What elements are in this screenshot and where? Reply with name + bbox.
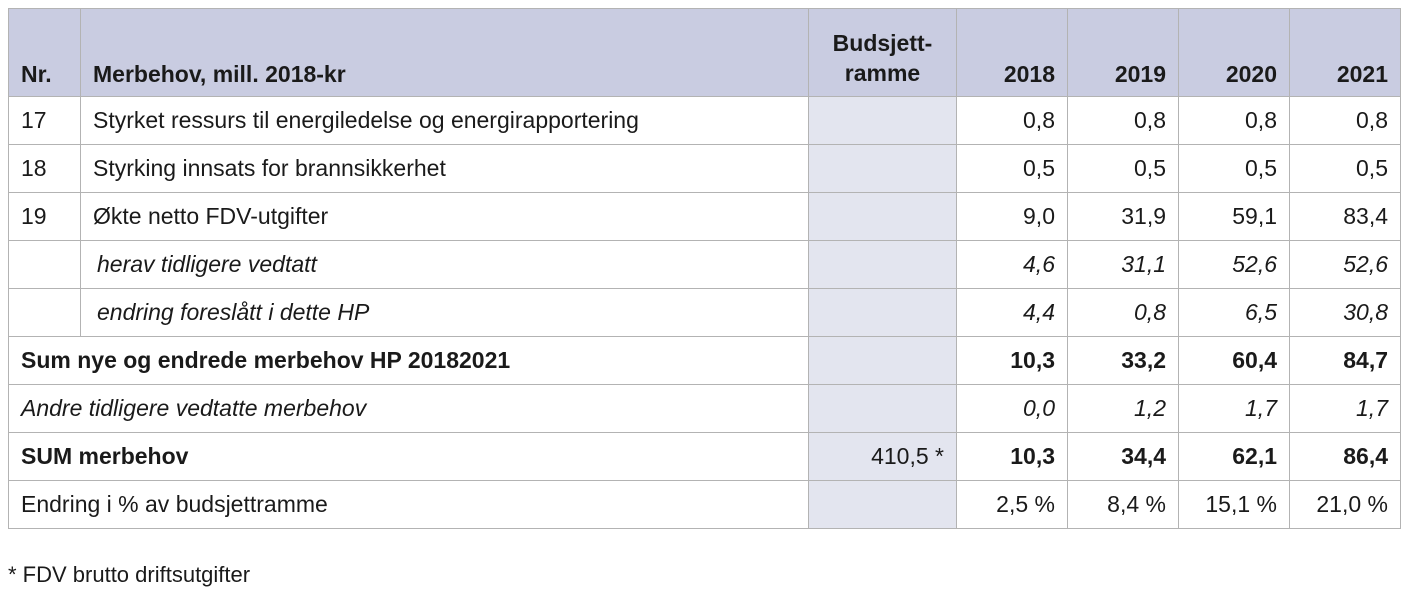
header-merbehov: Merbehov, mill. 2018-kr	[81, 9, 809, 97]
row-value-2020: 62,1	[1179, 433, 1290, 481]
table-row-18	[9, 145, 1401, 193]
row-value-2018: 10,3	[957, 433, 1068, 481]
row-budget	[809, 337, 957, 385]
row-value-2020: 0,8	[1179, 97, 1290, 145]
row-budget	[809, 97, 957, 145]
row-value-2021: 30,8	[1290, 289, 1401, 337]
header-2018: 2018	[957, 9, 1068, 97]
row-value-2021: 52,6	[1290, 241, 1401, 289]
row-value-2019: 0,8	[1068, 289, 1179, 337]
table-row-endring-prosent	[9, 481, 1401, 529]
row-value-2020: 6,5	[1179, 289, 1290, 337]
header-budsjett-line2: ramme	[844, 60, 921, 86]
row-value-2018: 4,6	[957, 241, 1068, 289]
row-nr	[9, 289, 81, 337]
header-nr: Nr.	[9, 9, 81, 97]
row-value-2020: 59,1	[1179, 193, 1290, 241]
header-budsjettramme	[809, 9, 957, 97]
row-budget: 410,5 *	[809, 433, 957, 481]
row-value-2020: 1,7	[1179, 385, 1290, 433]
row-label: herav tidligere vedtatt	[81, 241, 809, 289]
row-value-2019: 31,9	[1068, 193, 1179, 241]
row-value-2018: 0,0	[957, 385, 1068, 433]
row-value-2021: 83,4	[1290, 193, 1401, 241]
row-value-2021: 1,7	[1290, 385, 1401, 433]
table-row-herav	[9, 241, 1401, 289]
row-label: Økte netto FDV-utgifter	[81, 193, 809, 241]
row-value-2019: 0,8	[1068, 97, 1179, 145]
row-value-2018: 0,5	[957, 145, 1068, 193]
row-value-2019: 34,4	[1068, 433, 1179, 481]
header-2020: 2020	[1179, 9, 1290, 97]
row-value-2020: 15,1 %	[1179, 481, 1290, 529]
row-label: SUM merbehov	[9, 433, 809, 481]
row-label: Styrket ressurs til energiledelse og energirapportering	[81, 97, 809, 145]
row-value-2021: 0,5	[1290, 145, 1401, 193]
row-value-2018: 0,8	[957, 97, 1068, 145]
header-2019: 2019	[1068, 9, 1179, 97]
row-value-2020: 60,4	[1179, 337, 1290, 385]
row-value-2018: 2,5 %	[957, 481, 1068, 529]
row-nr	[9, 241, 81, 289]
row-budget	[809, 145, 957, 193]
row-nr: 19	[9, 193, 81, 241]
row-budget	[809, 241, 957, 289]
row-nr: 18	[9, 145, 81, 193]
row-value-2020: 52,6	[1179, 241, 1290, 289]
table-row-sum-nye	[9, 337, 1401, 385]
row-value-2021: 86,4	[1290, 433, 1401, 481]
footnote: * FDV brutto driftsutgifter	[8, 562, 251, 587]
row-value-2021: 84,7	[1290, 337, 1401, 385]
row-value-2021: 0,8	[1290, 97, 1401, 145]
row-budget	[809, 289, 957, 337]
row-label: Sum nye og endrede merbehov HP 20182021	[9, 337, 809, 385]
row-value-2018: 10,3	[957, 337, 1068, 385]
table-row-19	[9, 193, 1401, 241]
merbehov-table	[8, 8, 1401, 529]
row-budget	[809, 481, 957, 529]
row-value-2019: 8,4 %	[1068, 481, 1179, 529]
row-value-2019: 1,2	[1068, 385, 1179, 433]
table-row-sum-merbehov	[9, 433, 1401, 481]
header-2021: 2021	[1290, 9, 1401, 97]
row-value-2019: 0,5	[1068, 145, 1179, 193]
row-value-2019: 31,1	[1068, 241, 1179, 289]
row-value-2019: 33,2	[1068, 337, 1179, 385]
row-value-2020: 0,5	[1179, 145, 1290, 193]
row-value-2021: 21,0 %	[1290, 481, 1401, 529]
table-row-andre	[9, 385, 1401, 433]
row-label: Styrking innsats for brannsikkerhet	[81, 145, 809, 193]
table-row-endring	[9, 289, 1401, 337]
row-budget	[809, 193, 957, 241]
header-budsjett-line1: Budsjett-	[832, 30, 933, 56]
row-label: endring foreslått i dette HP	[81, 289, 809, 337]
row-nr: 17	[9, 97, 81, 145]
row-label: Andre tidligere vedtatte merbehov	[9, 385, 809, 433]
table-row-17	[9, 97, 1401, 145]
row-value-2018: 9,0	[957, 193, 1068, 241]
row-budget	[809, 385, 957, 433]
row-label: Endring i % av budsjettramme	[9, 481, 809, 529]
row-value-2018: 4,4	[957, 289, 1068, 337]
header-row	[9, 9, 1401, 97]
